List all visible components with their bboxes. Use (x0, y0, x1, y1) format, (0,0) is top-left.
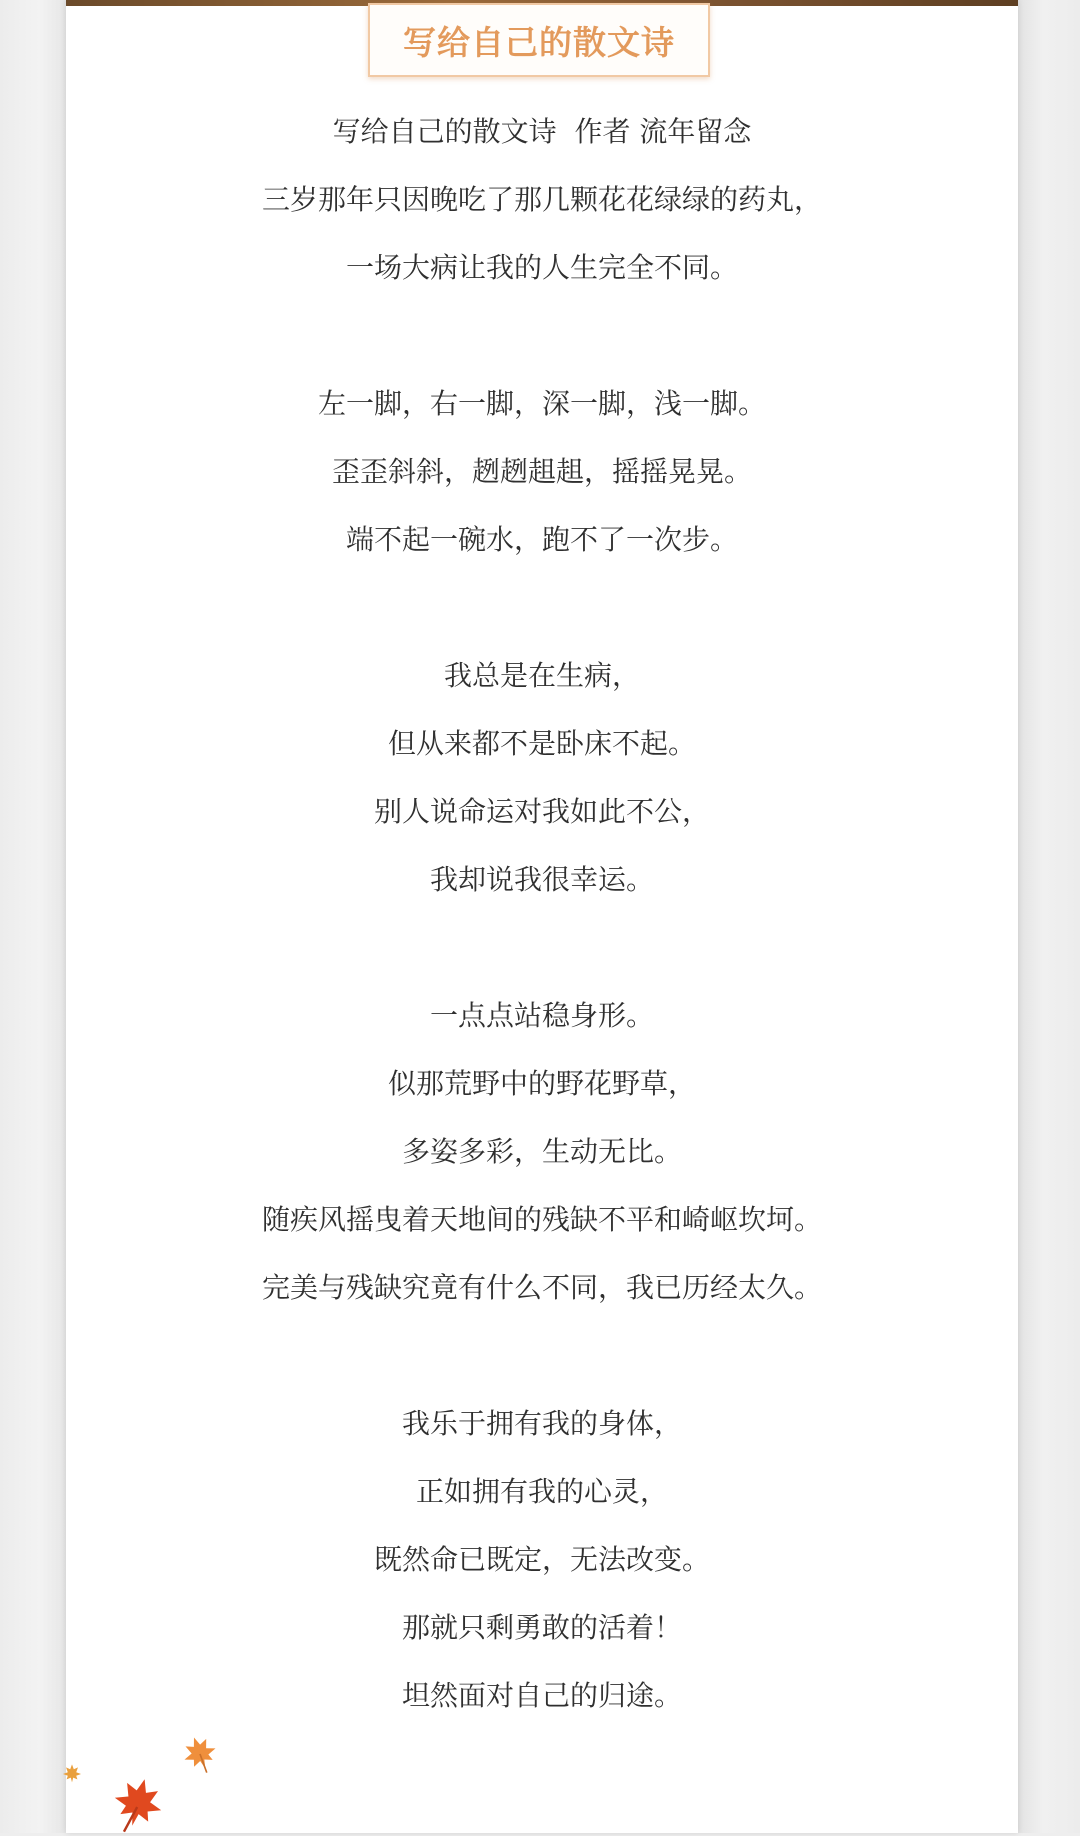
poem-line: 一场大病让我的人生完全不同。 (345, 251, 738, 284)
maple-leaf-icon (60, 1762, 84, 1786)
poem-line: 坦然面对自己的归途。 (401, 1679, 682, 1712)
stanza-break (66, 574, 1018, 642)
page-edge-right (1018, 0, 1080, 1833)
poem-line: 歪歪斜斜，趔趔趄趄，摇摇晃晃。 (331, 455, 752, 488)
poem-line: 一点点站稳身形。 (429, 999, 654, 1032)
stanza-break (66, 914, 1018, 982)
poem-line: 我却说我很幸运。 (429, 863, 654, 896)
poem-line: 多姿多彩，生动无比。 (401, 1135, 682, 1168)
maple-leaf-icon (106, 1772, 170, 1836)
title-banner (368, 3, 710, 77)
poem-line: 别人说命运对我如此不公， (373, 795, 710, 828)
poem-line: 那就只剩勇敢的活着！ (401, 1611, 682, 1644)
poem-line: 既然命已既定，无法改变。 (373, 1543, 710, 1576)
poem-heading-line: 写给自己的散文诗 作者 流年留念 (332, 115, 752, 148)
poem-line: 我乐于拥有我的身体， (401, 1407, 682, 1440)
article-card (66, 0, 1018, 1833)
poem-line: 三岁那年只因晚吃了那几颗花花绿绿的药丸， (261, 183, 822, 216)
page-edge-left (0, 0, 66, 1833)
stanza-break (66, 1322, 1018, 1390)
poem-line: 随疾风摇曳着天地间的残缺不平和崎岖坎坷。 (261, 1203, 822, 1236)
poem-line: 但从来都不是卧床不起。 (387, 727, 696, 760)
maple-leaf-icon (178, 1732, 222, 1776)
poem-line: 左一脚，右一脚，深一脚，浅一脚。 (317, 387, 766, 420)
poem-line: 端不起一碗水，跑不了一次步。 (345, 523, 738, 556)
poem-body (66, 98, 1018, 1730)
poem-line: 正如拥有我的心灵， (415, 1475, 668, 1508)
page-title: 写给自己的散文诗 (403, 22, 675, 62)
poem-line: 似那荒野中的野花野草， (387, 1067, 696, 1100)
poem-line: 完美与残缺究竟有什么不同，我已历经太久。 (261, 1271, 822, 1304)
poem-line: 我总是在生病， (443, 659, 640, 692)
stanza-break (66, 302, 1018, 370)
